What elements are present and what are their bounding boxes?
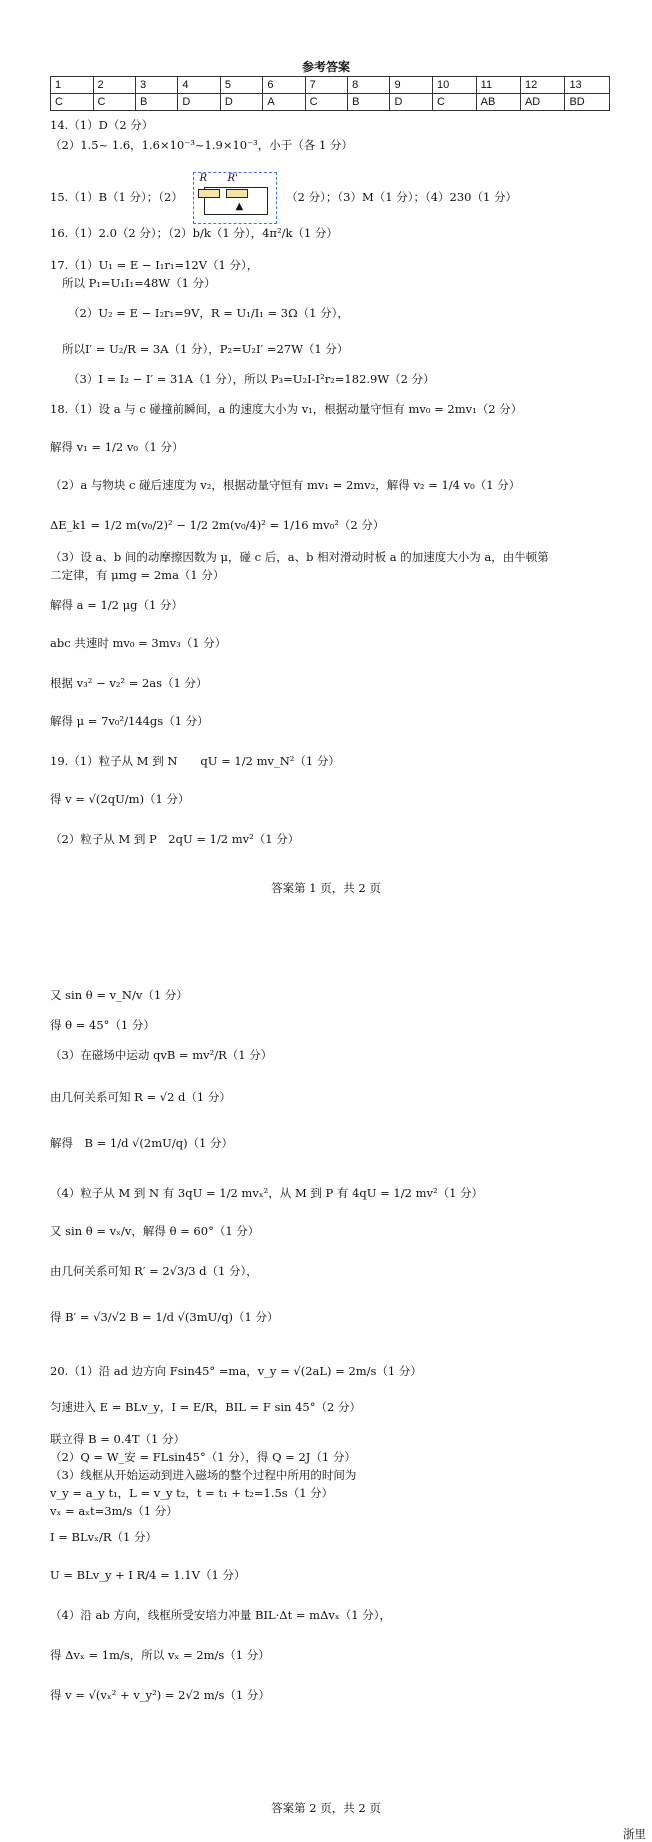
table-cell: 5	[220, 77, 263, 94]
table-cell: 10	[432, 77, 476, 94]
answer-line-part: （2 分）；（3）M（1 分）；（4）230（1 分）	[286, 190, 517, 204]
answer-line: （2）1.5~ 1.6，1.6×10⁻³~1.9×10⁻³，小于（各 1 分）	[50, 138, 353, 152]
table-cell: D	[178, 94, 221, 111]
table-cell: C	[432, 94, 476, 111]
table-cell: B	[348, 94, 390, 111]
answer-line: 得 v = √(vₓ² + v_y²) = 2√2 m/s（1 分）	[50, 1688, 270, 1702]
answer-line: 19.（1）粒子从 M 到 N qU = 1/2 mv_N²（1 分）	[50, 754, 340, 768]
answer-line: （2）U₂ = E − I₂r₁=9V，R = U₁/I₁ = 3Ω（1 分），	[68, 306, 349, 320]
table-cell: BD	[565, 94, 610, 111]
answer-line: 所以 P₁=U₁I₁=48W（1 分）	[62, 276, 216, 290]
answer-line: U = BLv_y + I R/4 = 1.1V（1 分）	[50, 1568, 246, 1582]
table-cell: D	[220, 94, 263, 111]
table-cell: 2	[93, 77, 136, 94]
answer-line: （3）I = I₂ − I′ = 31A（1 分），所以 P₃=U₂I-I²r₂=182.9W（2 分）	[68, 372, 435, 386]
answer-line: （3）在磁场中运动 qvB = mv²/R（1 分）	[50, 1048, 273, 1062]
answer-line: （3）线框从开始运动到进入磁场的整个过程中所用的时间为	[50, 1468, 357, 1482]
answer-line: I = BLvₓ/R（1 分）	[50, 1530, 157, 1544]
answer-line: abc 共速时 mv₀ = 3mv₃（1 分）	[50, 636, 227, 650]
resistor-r-icon	[198, 189, 220, 198]
table-cell: C	[93, 94, 136, 111]
table-cell: D	[390, 94, 433, 111]
answer-table	[50, 76, 610, 111]
answer-line: 由几何关系可知 R = √2 d（1 分）	[50, 1090, 231, 1104]
table-cell: 7	[305, 77, 348, 94]
resistor-r-prime-label: R'	[227, 173, 238, 184]
answer-line: 得 v = √(2qU/m)（1 分）	[50, 792, 190, 806]
answer-line: （4）粒子从 M 到 N 有 3qU = 1/2 mvₓ²，从 M 到 P 有 4qU = 1/2 mv²（1 分）	[50, 1186, 484, 1200]
answer-line: （3）设 a、b 间的动摩擦因数为 μ，碰 c 后，a、b 相对滑动时板 a 的加速度大小为 a，由牛顿第	[50, 550, 549, 564]
table-cell: 12	[520, 77, 564, 94]
answer-line: ΔE_k1 = 1/2 m(v₀/2)² − 1/2 2m(v₀/4)² = 1/16 mv₀²（2 分）	[50, 518, 385, 532]
answer-line: 又 sin θ = vₓ/v，解得 θ = 60°（1 分）	[50, 1224, 260, 1238]
answer-line: 14.（1）D（2 分）	[50, 118, 154, 132]
answer-line: 17.（1）U₁ = E − I₁r₁=12V（1 分），	[50, 258, 259, 272]
page-footer-1: 答案第 1 页，共 2 页	[271, 881, 381, 895]
answer-line: 解得 v₁ = 1/2 v₀（1 分）	[50, 440, 184, 454]
answer-line: 又 sin θ = v_N/v（1 分）	[50, 988, 188, 1002]
answer-line: 得 B′ = √3/√2 B = 1/d √(3mU/q)（1 分）	[50, 1310, 279, 1324]
answer-line: （4）沿 ab 方向，线框所受安培力冲量 BIL·Δt = mΔvₓ（1 分），	[50, 1608, 391, 1622]
table-cell: B	[136, 94, 178, 111]
answer-line: 解得 μ = 7v₀²/144gs（1 分）	[50, 714, 209, 728]
answer-line: 由几何关系可知 R′ = 2√3/3 d（1 分），	[50, 1264, 258, 1278]
resistor-r-label: R	[199, 173, 208, 184]
answer-line: 得 θ = 45°（1 分）	[50, 1018, 155, 1032]
corner-watermark-text: 浙里	[623, 1827, 646, 1841]
answer-line-q15	[50, 172, 517, 224]
answer-line: 二定律，有 μmg = 2ma（1 分）	[50, 568, 225, 582]
answer-line: 16.（1）2.0（2 分）；（2）b/k（1 分），4π²/k（1 分）	[50, 226, 338, 240]
page-footer-2: 答案第 2 页，共 2 页	[271, 1801, 381, 1815]
answer-line: 18.（1）设 a 与 c 碰撞前瞬间，a 的速度大小为 v₁，根据动量守恒有 mv₀ = 2mv₁（2 分）	[50, 402, 523, 416]
table-cell: A	[263, 94, 305, 111]
table-cell: 8	[348, 77, 390, 94]
answer-line: v_y = a_y t₁，L = v_y t₂，t = t₁ + t₂=1.5s（1 分）	[50, 1486, 334, 1500]
table-cell: 4	[178, 77, 221, 94]
answer-line: 所以I′ = U₂/R = 3A（1 分），P₂=U₂I′ =27W（1 分）	[62, 342, 349, 356]
answer-line: 匀速进入 E = BLv_y，I = E/R，BIL = F sin 45°（2 分）	[50, 1400, 361, 1414]
resistor-r-prime-icon	[226, 189, 248, 198]
table-cell: 6	[263, 77, 305, 94]
table-cell: C	[51, 94, 94, 111]
circuit-diagram	[193, 172, 277, 224]
page-title: 参考答案	[301, 60, 350, 74]
answer-line: 20.（1）沿 ad 边方向 Fsin45° =ma，v_y = √(2aL) = 2m/s（1 分）	[50, 1364, 422, 1378]
table-cell: 11	[476, 77, 520, 94]
answer-line: 根据 v₃² − v₂² = 2as（1 分）	[50, 676, 208, 690]
answer-line: （2）粒子从 M 到 P 2qU = 1/2 mv²（1 分）	[50, 832, 300, 846]
table-cell: AD	[520, 94, 564, 111]
slider-arrow-icon: ▲	[235, 201, 244, 212]
table-cell: 3	[136, 77, 178, 94]
answer-table-number-row	[51, 77, 610, 94]
answer-line: 解得 B = 1/d √(2mU/q)（1 分）	[50, 1136, 234, 1150]
table-cell: 1	[51, 77, 94, 94]
table-cell: 13	[565, 77, 610, 94]
table-cell: 9	[390, 77, 433, 94]
answer-line: （2）a 与物块 c 碰后速度为 v₂，根据动量守恒有 mv₁ = 2mv₂，解得 v₂ = 1/4 v₀（1 分）	[50, 478, 521, 492]
table-cell: C	[305, 94, 348, 111]
answer-line: （2）Q = W_安 = FLsin45°（1 分），得 Q = 2J（1 分）	[50, 1450, 356, 1464]
answer-line-part: 15.（1）B（1 分）；（2）	[50, 190, 183, 204]
answer-line: 联立得 B = 0.4T（1 分）	[50, 1432, 185, 1446]
answer-table-answer-row	[51, 94, 610, 111]
answer-line: 得 Δvₓ = 1m/s，所以 vₓ = 2m/s（1 分）	[50, 1648, 270, 1662]
answer-line: 解得 a = 1/2 μg（1 分）	[50, 598, 183, 612]
table-cell: AB	[476, 94, 520, 111]
answer-line: vₓ = aₓt=3m/s（1 分）	[50, 1504, 178, 1518]
